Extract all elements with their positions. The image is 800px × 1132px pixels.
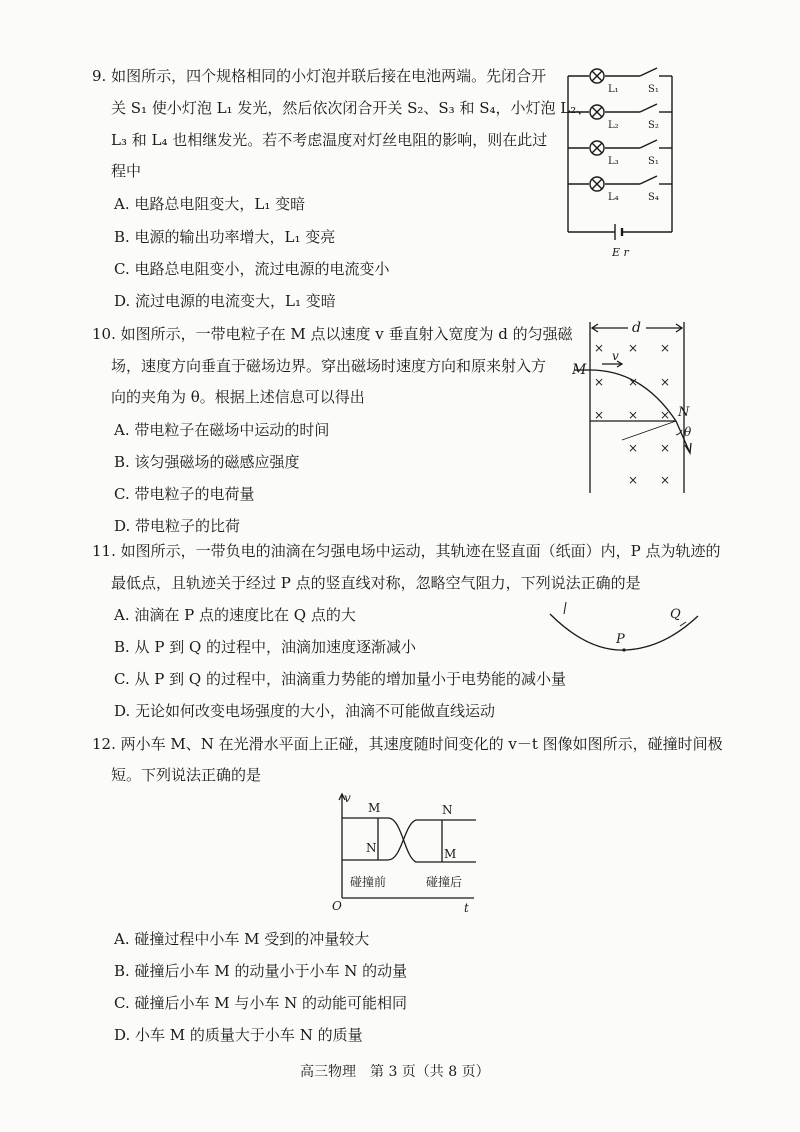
- q10-option-b: B. 该匀强磁场的磁感应强度: [114, 453, 300, 471]
- exit-label-n: N: [678, 405, 690, 420]
- battery-label: E r: [612, 246, 629, 259]
- q9-option-a: A. 电路总电阻变大，L₁ 变暗: [114, 195, 306, 213]
- q12-stem-line-1: 12. 两小车 M、N 在光滑水平面上正碰，其速度随时间变化的 v－t 图像如图所示，碰撞时间极: [92, 735, 723, 753]
- switch-s3-label: S₁: [648, 156, 659, 167]
- after-collision-label: 碰撞后: [426, 875, 463, 889]
- point-p-label: P: [616, 632, 625, 647]
- q11-option-d: D. 无论如何改变电场强度的大小，油滴不可能做直线运动: [114, 702, 496, 720]
- q9-stem-line-4: 程中: [111, 162, 142, 180]
- lamp-l1-label: L₁: [608, 84, 619, 95]
- svg-text:×: ×: [660, 473, 671, 487]
- q12-stem-line-2: 短。下列说法正确的是: [111, 766, 262, 784]
- q12-vt-graph: [330, 790, 480, 914]
- n-before-label: N: [366, 841, 377, 855]
- q12-option-a: A. 碰撞过程中小车 M 受到的冲量较大: [114, 930, 370, 948]
- svg-text:×: ×: [628, 341, 639, 355]
- velocity-label-v: v: [612, 349, 619, 363]
- entry-label-m: M: [572, 362, 587, 378]
- svg-text:×: ×: [660, 375, 671, 389]
- y-axis-label: v: [344, 791, 351, 805]
- q12-option-c: C. 碰撞后小车 M 与小车 N 的动能可能相同: [114, 994, 408, 1012]
- q9-option-d: D. 流过电源的电流变大，L₁ 变暗: [114, 292, 336, 310]
- q9-option-b: B. 电源的输出功率增大，L₁ 变亮: [114, 228, 336, 246]
- svg-text:×: ×: [660, 441, 671, 455]
- field-marks: [594, 341, 670, 487]
- switch-s4-label: S₄: [648, 192, 659, 203]
- page-footer: 高三物理 第 3 页（共 8 页）: [300, 1064, 490, 1080]
- q10-stem-line-2: 场，速度方向垂直于磁场边界。穿出磁场时速度方向和原来射入方: [111, 357, 547, 375]
- q12-option-d: D. 小车 M 的质量大于小车 N 的质量: [114, 1026, 363, 1044]
- q9-option-c: C. 电路总电阻变小，流过电源的电流变小: [114, 260, 390, 278]
- branch-1: [568, 68, 672, 95]
- q10-stem-line-3: 向的夹角为 θ。根据上述信息可以得出: [111, 388, 365, 406]
- q11-stem-line-1: 11. 如图所示，一带负电的油滴在匀强电场中运动，其轨迹在竖直面（纸面）内，P 点为轨迹的: [92, 542, 721, 560]
- svg-text:×: ×: [628, 473, 639, 487]
- branch-3: [568, 140, 672, 167]
- m-before-label: M: [368, 801, 381, 815]
- q10-option-a: A. 带电粒子在磁场中运动的时间: [114, 421, 330, 439]
- q11-trajectory-diagram: [548, 598, 704, 660]
- svg-text:×: ×: [628, 441, 639, 455]
- before-collision-label: 碰撞前: [350, 875, 387, 889]
- width-label-d: d: [632, 320, 641, 336]
- origin-label: O: [332, 899, 342, 913]
- q10-option-c: C. 带电粒子的电荷量: [114, 485, 255, 503]
- lamp-l3-label: L₃: [608, 156, 619, 167]
- n-after-label: N: [442, 803, 453, 817]
- m-after-label: M: [444, 847, 457, 861]
- q9-stem-line-1: 9. 如图所示，四个规格相同的小灯泡并联后接在电池两端。先闭合开: [92, 67, 547, 85]
- q11-option-a: A. 油滴在 P 点的速度比在 Q 点的大: [114, 606, 356, 624]
- q9-circuit-diagram: [560, 64, 680, 264]
- q11-stem-line-2: 最低点，且轨迹关于经过 P 点的竖直线对称，忽略空气阻力，下列说法正确的是: [111, 574, 641, 592]
- angle-label-theta: θ: [684, 425, 692, 439]
- svg-text:×: ×: [628, 375, 639, 389]
- switch-s2-label: S₂: [648, 120, 659, 131]
- svg-text:×: ×: [628, 408, 639, 422]
- q10-option-d: D. 带电粒子的比荷: [114, 517, 241, 535]
- q12-option-b: B. 碰撞后小车 M 的动量小于小车 N 的动量: [114, 962, 408, 980]
- svg-text:×: ×: [594, 408, 605, 422]
- branch-2: [568, 104, 672, 131]
- q9-stem-line-3: L₃ 和 L₄ 也相继发光。若不考虑温度对灯丝电阻的影响，则在此过: [111, 131, 548, 149]
- q10-stem-line-1: 10. 如图所示，一带电粒子在 M 点以速度 v 垂直射入宽度为 d 的匀强磁: [92, 325, 573, 343]
- svg-text:×: ×: [660, 408, 671, 422]
- branch-4: [568, 176, 672, 203]
- lamp-l4-label: L₄: [608, 192, 619, 203]
- x-axis-label: t: [464, 901, 469, 914]
- q11-option-c: C. 从 P 到 Q 的过程中，油滴重力势能的增加量小于电势能的减小量: [114, 670, 566, 688]
- svg-text:×: ×: [594, 341, 605, 355]
- q9-stem-line-2: 关 S₁ 使小灯泡 L₁ 发光，然后依次闭合开关 S₂、S₃ 和 S₄，小灯泡 L₂、: [111, 99, 592, 117]
- q11-option-b: B. 从 P 到 Q 的过程中，油滴加速度逐渐减小: [114, 638, 417, 656]
- point-p-marker: [622, 648, 625, 651]
- svg-text:×: ×: [660, 341, 671, 355]
- q10-magnetic-field-diagram: [572, 318, 708, 500]
- point-q-label: Q: [670, 607, 681, 622]
- svg-text:×: ×: [594, 375, 605, 389]
- switch-s1-label: S₁: [648, 84, 659, 95]
- lamp-l2-label: L₂: [608, 120, 619, 131]
